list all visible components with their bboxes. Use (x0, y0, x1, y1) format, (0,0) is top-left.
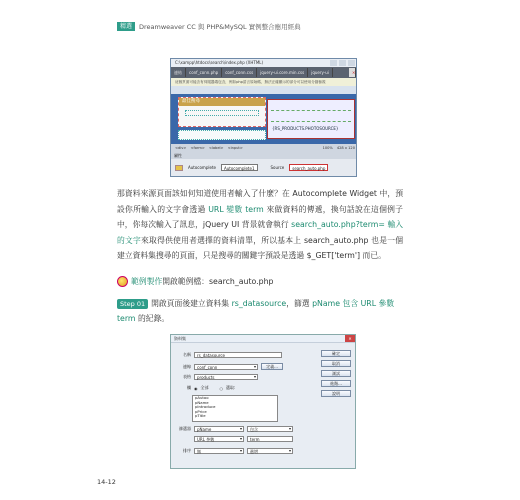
panel-title: 最佳搜尋 (179, 98, 265, 106)
column-list[interactable] (192, 395, 278, 422)
design-view (171, 94, 357, 144)
name-label: 名稱 (183, 352, 191, 357)
radio-selected-label: 選取: (226, 385, 236, 390)
warning-bar: 這個頁面可能含有伺服器端包含，例如php語言原始碼，無法正確顯示的部分可以使用分割檢視 (171, 78, 356, 86)
file-tab: jquery-ui.core.min.css (257, 68, 308, 77)
radio-all-icon[interactable]: ◉ (194, 385, 198, 391)
step-paragraph (117, 296, 403, 326)
example-icon (117, 276, 128, 287)
inspector-title: 屬性 (171, 153, 357, 159)
recordset-label: {RS_PRODUCTS.PHOTOSOURCE} (272, 126, 339, 131)
filter-operator-select[interactable]: 包含 ▾ (247, 426, 293, 432)
dialog-titlebar (171, 335, 355, 343)
tag-selector (171, 144, 357, 153)
param-type-select[interactable]: URL 參數 ▾ (194, 436, 244, 442)
search-panel (178, 97, 266, 127)
close-icon[interactable]: ✕ (345, 335, 355, 342)
highlight-run: search_auto.php?term= 輸入的文字 (117, 220, 403, 245)
source-field: search_auto.php (289, 164, 328, 171)
list-item[interactable]: pIntroduce (195, 404, 216, 410)
close-icon (348, 60, 355, 66)
minimize-icon (330, 60, 337, 66)
close-icon: ✕ (349, 68, 356, 77)
highlight-run: URL 變數 term (208, 204, 264, 214)
property-inspector (171, 153, 357, 177)
file-tab: 連結 (171, 68, 186, 77)
page-number: 14-12 (97, 478, 116, 486)
connection-label: 連線 (183, 363, 191, 369)
text-run: 開啟頁面後建立資料集 (151, 299, 232, 308)
tag: <input> (227, 146, 243, 150)
zoom-level: 100% (322, 146, 333, 150)
footer-region (178, 130, 266, 140)
running-header (117, 21, 301, 31)
dreamweaver-screenshot (170, 58, 357, 177)
radio-selected-icon[interactable]: ○ (219, 385, 223, 391)
tag: <form> (190, 146, 205, 150)
help-button[interactable]: 說明 (321, 390, 351, 397)
ok-button[interactable]: 確定 (321, 350, 351, 357)
recordset-dialog (170, 334, 356, 469)
window-title: C:\xampp\htdocs\search\index.php (XHTML) (175, 60, 264, 65)
region-line (271, 104, 351, 111)
text-run: 來取得供使用者選擇的資料清單，所以基本上 search_auto.php 也是一個建立資料集搜尋的頁面，只是搜尋的關鍵字預設是透過 $_GET['term'] 而已。 (117, 235, 404, 261)
filter-label: 篩選器 (179, 426, 191, 431)
widget-icon (175, 165, 183, 171)
text-run: 來做資料的傳遞，換句話說在這個例子中，你每次輸入了訊息，jQuery UI 背景就會執行 (117, 204, 403, 230)
example-text: 開啟範例檔：search_auto.php (162, 277, 274, 286)
recordset-region (267, 99, 355, 139)
dialog-title: 資料集 (174, 336, 186, 341)
widget-name: Autocomplete (188, 165, 216, 170)
highlight-run: pName 包含 URL 參數 term (117, 299, 395, 323)
tag: <label> (208, 146, 224, 150)
radio-all-label: 全部 (200, 385, 209, 390)
list-item[interactable]: pAutoo (195, 395, 209, 400)
id-field: Autocomplete1 (221, 164, 258, 171)
sort-label: 排序 (183, 448, 191, 453)
text-run: ，篩選 (286, 299, 313, 308)
define-button[interactable]: 定義... (261, 363, 283, 370)
file-tab: jquery-ui (308, 68, 333, 77)
body-paragraph (117, 186, 403, 264)
text-run: 的紀錄。 (135, 314, 170, 323)
list-item[interactable]: pTitle (195, 413, 206, 419)
cancel-button[interactable]: 取消 (321, 360, 351, 367)
test-button[interactable]: 測試 (321, 370, 351, 377)
advanced-button[interactable]: 進階... (321, 380, 351, 387)
source-label: Source (270, 165, 285, 170)
file-tab: conf_conn.php (186, 68, 222, 77)
region-line (271, 115, 351, 122)
related-files-bar (171, 67, 356, 78)
highlight-run: rs_datasource (231, 299, 287, 308)
sort-field-select[interactable]: 無 ▾ (194, 448, 244, 454)
header-tag: 精選 (117, 22, 135, 31)
table-label: 表格 (183, 374, 191, 379)
connection-select[interactable]: conf_conn ▾ (194, 364, 258, 370)
sort-direction-select[interactable]: 遞增 ▾ (247, 448, 293, 454)
list-item[interactable]: pName (195, 399, 209, 405)
example-line (117, 276, 274, 287)
list-item[interactable]: pPrice (195, 408, 207, 414)
maximize-icon (339, 60, 346, 66)
window-titlebar (171, 59, 356, 67)
filter-field-select[interactable]: pName ▾ (194, 426, 244, 432)
param-value-input[interactable]: term (247, 436, 293, 442)
step-badge: Step 01 (117, 299, 148, 309)
window-size: 428 x 120 (336, 146, 355, 150)
columns-label: 欄 (187, 385, 191, 390)
example-label: 範例製作 (131, 277, 163, 286)
header-title: Dreamweaver CC 與 PHP&MySQL 實例整合應用經典 (139, 22, 301, 31)
tag: <div> (175, 146, 187, 150)
file-tab: conf_conn.css (222, 68, 257, 77)
name-input[interactable]: rs_datasource (194, 352, 282, 358)
text-run: 那資料來源頁面該如何知道使用者輸入了什麼？在 Autocomplete Widget 中，預設你所輸入的文字會透過 (117, 189, 403, 214)
table-select[interactable]: products ▾ (194, 374, 258, 380)
autocomplete-field (185, 110, 259, 116)
